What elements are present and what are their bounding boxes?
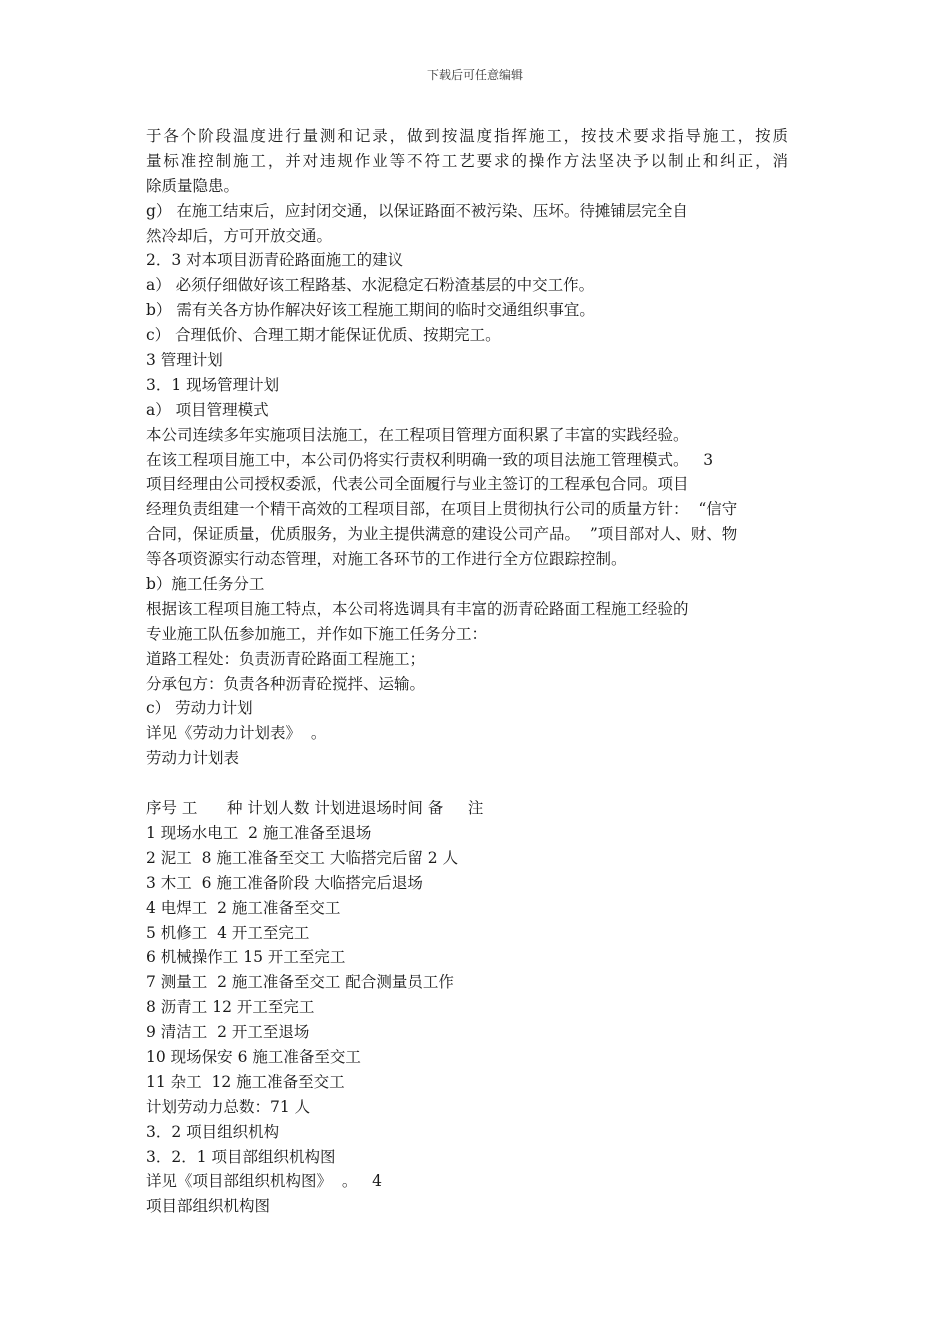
subsection-heading: c） 劳动力计划 [146,699,253,718]
paragraph-line: 于各个阶段温度进行量测和记录，做到按温度指挥施工，按技术要求指导施工，按质 [146,127,788,145]
blank-line [146,771,806,796]
table-row: 4 电焊工 2 施工准备至交工 [146,898,341,917]
section-heading: 3 管理计划 [146,351,223,370]
list-item: b） 需有关各方协作解决好该工程施工期间的临时交通组织事宜。 [146,301,595,320]
subsection-heading: a） 项目管理模式 [146,400,269,419]
table-title: 劳动力计划表 [146,749,240,768]
table-row: 8 沥青工 12 开工至完工 [146,998,315,1017]
figure-title: 项目部组织机构图 [146,1197,271,1216]
table-row: 9 清洁工 2 开工至退场 [146,1023,310,1042]
paragraph-line: 专业施工队伍参加施工，并作如下施工任务分工： [146,624,488,643]
paragraph-line: 本公司连续多年实施项目法施工，在工程项目管理方面积累了丰富的实践经验。 [146,425,689,444]
table-row: 1 现场水电工 2 施工准备至退场 [146,823,372,842]
list-item: c） 合理低价、合理工期才能保证优质、按期完工。 [146,326,501,345]
paragraph-line: 除质量隐患。 [146,176,240,195]
paragraph-line: g） 在施工结束后，应封闭交通，以保证路面不被污染、压坏。待摊铺层完全自 [146,201,688,220]
section-heading: 3．1 现场管理计划 [146,375,280,394]
paragraph-line: 分承包方：负责各种沥青砼搅拌、运输。 [146,674,426,693]
document-body [146,124,806,1219]
section-heading: 3．2．1 项目部组织机构图 [146,1147,336,1166]
paragraph-line: 根据该工程项目施工特点，本公司将选调具有丰富的沥青砼路面工程施工经验的 [146,599,689,618]
paragraph-line: 项目经理由公司授权委派，代表公司全面履行与业主签订的工程承包合同。项目 [146,475,689,494]
table-row: 10 现场保安 6 施工准备至交工 [146,1047,361,1066]
paragraph-line: 然冷却后，方可开放交通。 [146,226,333,245]
table-row: 5 机修工 4 开工至完工 [146,923,310,942]
paragraph-line: 在该工程项目施工中，本公司仍将实行责权利明确一致的项目法施工管理模式。 3 [146,450,714,469]
table-row: 6 机械操作工 15 开工至完工 [146,948,346,967]
paragraph-line: 详见《劳动力计划表》 。 [146,724,327,743]
section-heading: 2．3 对本项目沥青砼路面施工的建议 [146,251,404,270]
table-row: 11 杂工 12 施工准备至交工 [146,1072,345,1091]
table-header-row: 序号 工 种 计划人数 计划进退场时间 备 注 [146,799,484,818]
table-row: 7 测量工 2 施工准备至交工 配合测量员工作 [146,973,454,992]
paragraph-line: 经理负责组建一个精干高效的工程项目部，在项目上贯彻执行公司的质量方针： “信守 [146,500,738,519]
section-heading: 3．2 项目组织机构 [146,1122,280,1141]
page-header-note: 下载后可任意编辑 [426,68,523,82]
subsection-heading: b）施工任务分工 [146,575,265,594]
paragraph-line: 道路工程处：负责沥青砼路面工程施工； [146,649,426,668]
table-row: 3 木工 6 施工准备阶段 大临搭完后退场 [146,873,423,892]
paragraph-line: 等各项资源实行动态管理，对施工各环节的工作进行全方位跟踪控制。 [146,550,627,569]
table-row: 2 泥工 8 施工准备至交工 大临搭完后留 2 人 [146,848,459,867]
paragraph-line: 量标准控制施工，并对违规作业等不符工艺要求的操作方法坚决予以制止和纠正，消 [146,151,788,170]
list-item: a） 必须仔细做好该工程路基、水泥稳定石粉渣基层的中交工作。 [146,276,595,295]
paragraph-line: 合同，保证质量，优质服务，为业主提供满意的建设公司产品。 ”项目部对人、财、物 [146,525,738,544]
paragraph-line: 详见《项目部组织机构图》 。 4 [146,1172,382,1191]
table-total: 计划劳动力总数：71 人 [146,1097,311,1116]
